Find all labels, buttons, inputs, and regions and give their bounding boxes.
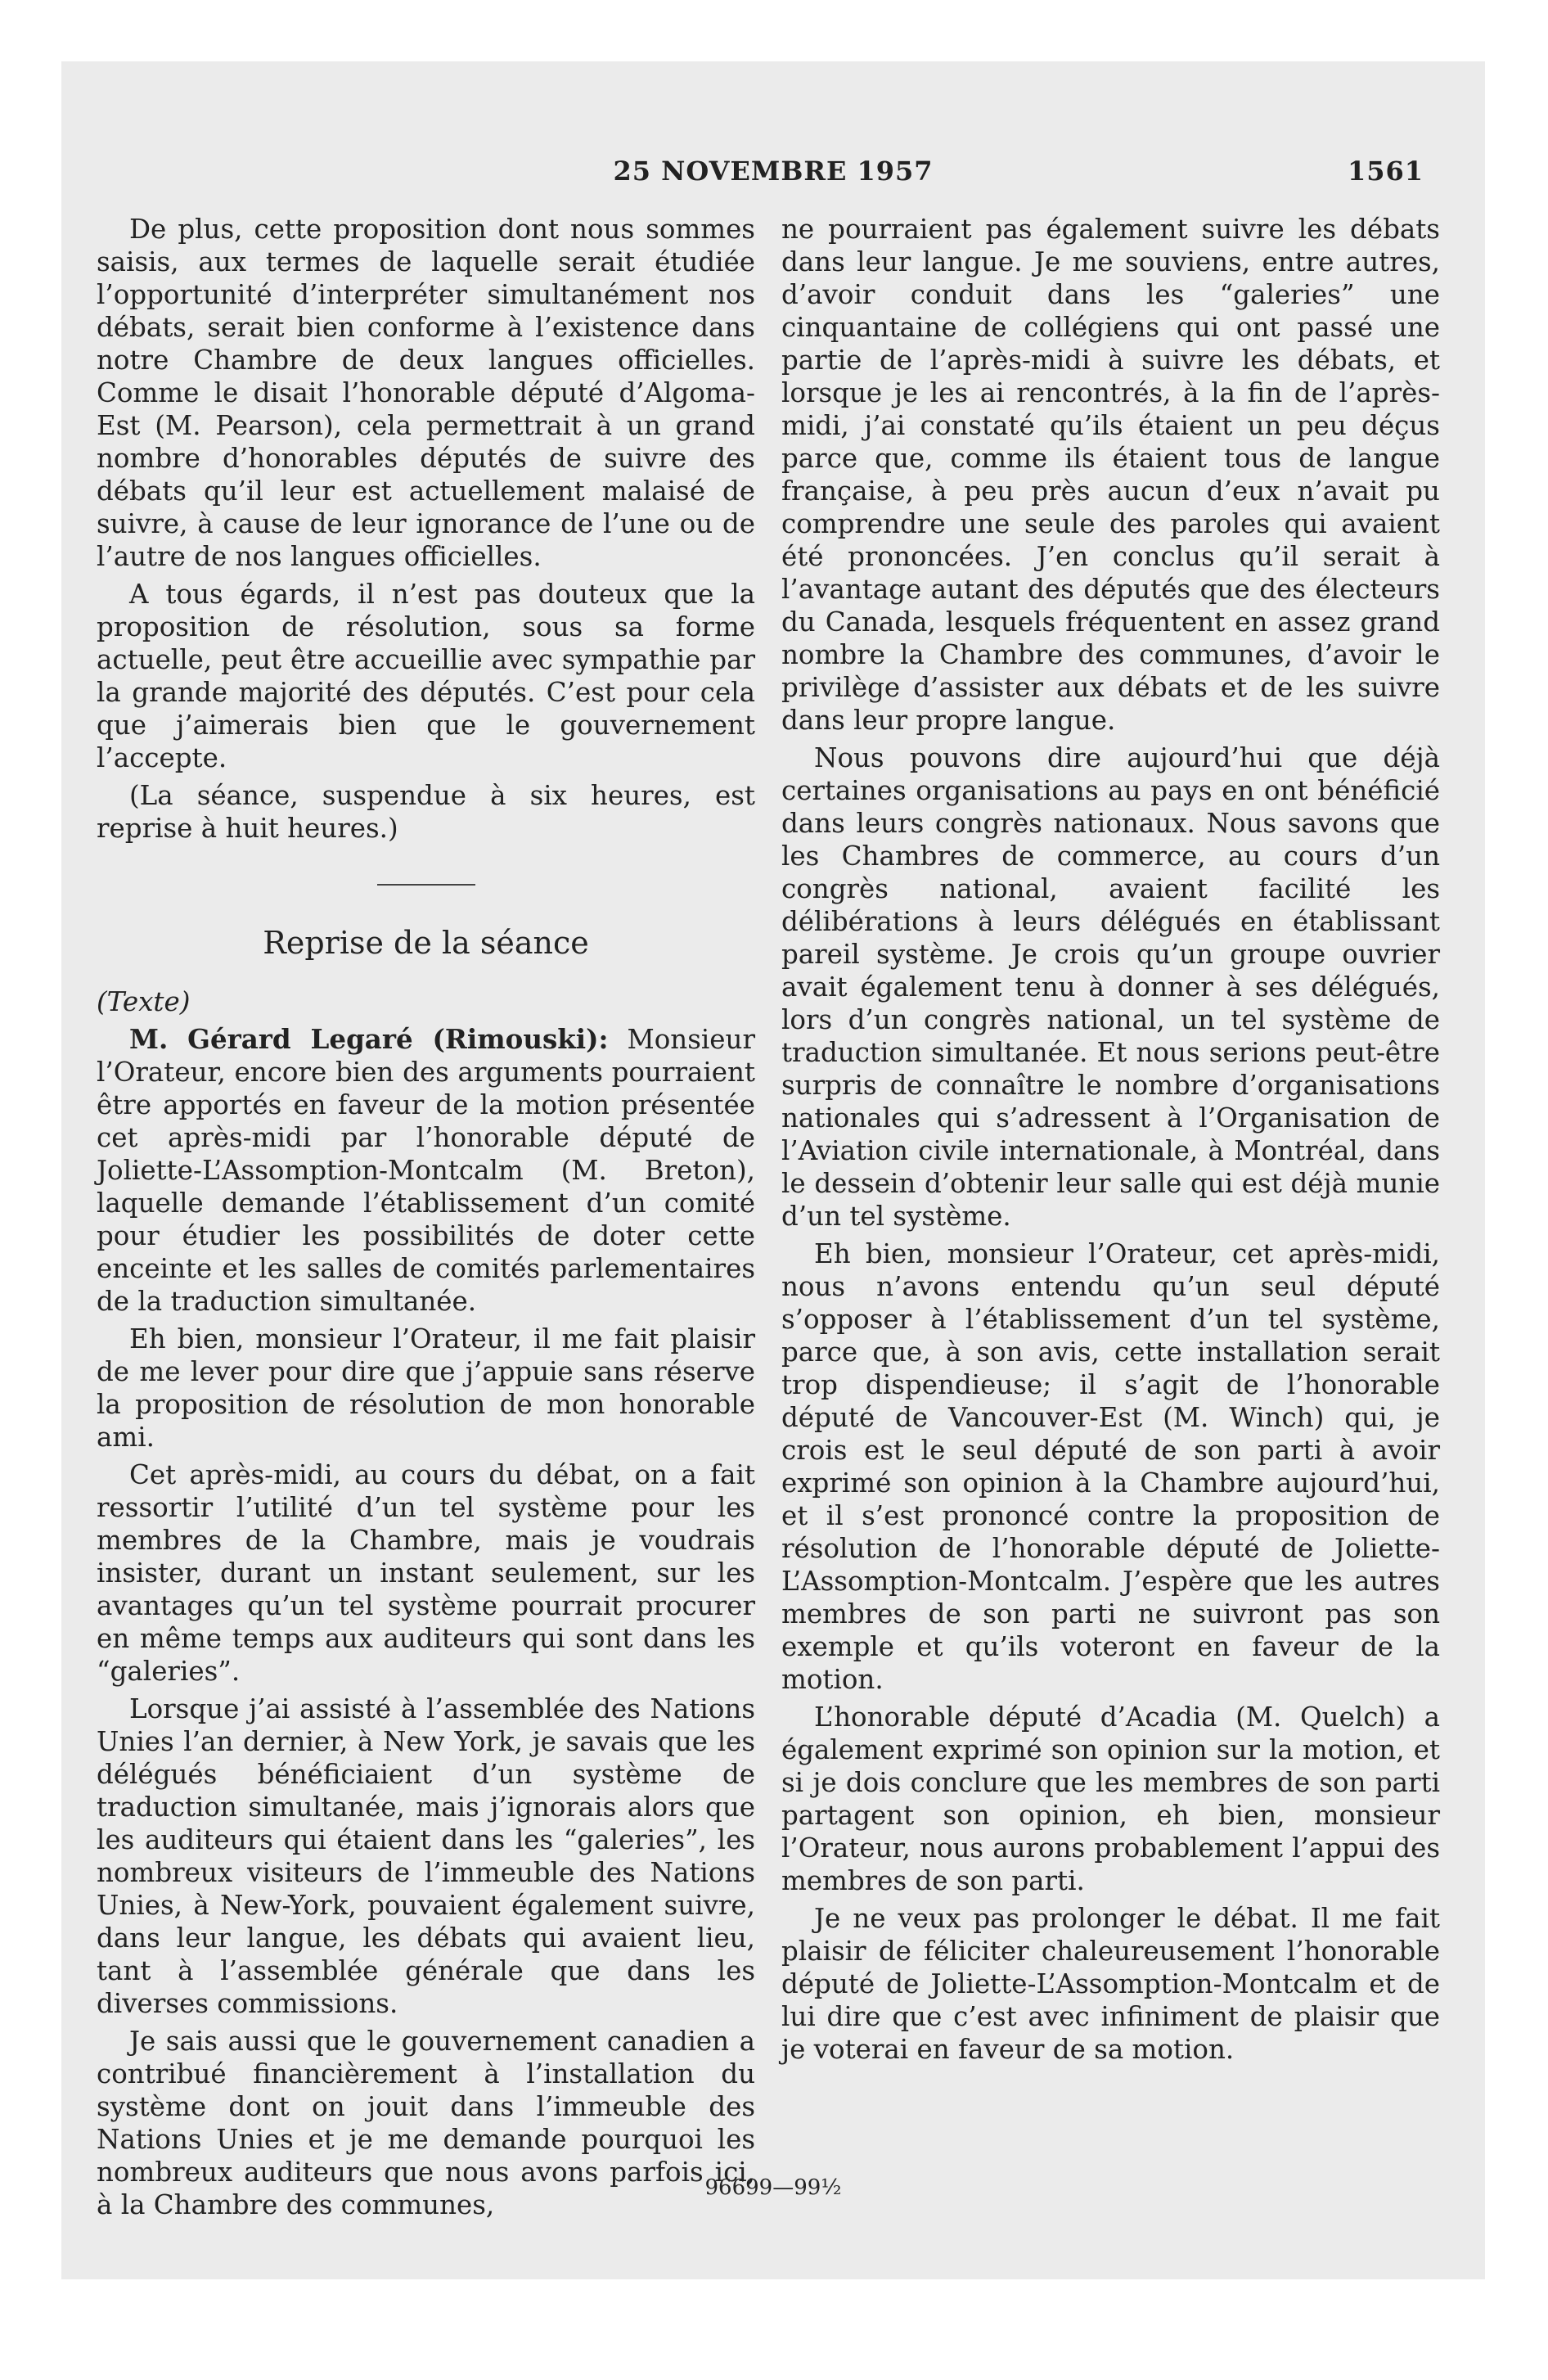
speech-text: Monsieur l’Orateur, encore bien des arguments pourraient être apportés en faveur de la motion présentée cet après-midi par l’honorable député de Joliette-L’Assomption-Montcalm (M. Breton), laquelle demande l’établissement d’un comité pour étudier les possibilités de doter cette enceinte et les salles de comités parlementaires de la traduction simultanée. — [97, 1024, 755, 1317]
paragraph: Eh bien, monsieur l’Orateur, il me fait plaisir de me lever pour dire que j’appuie sans réserve la proposition de résolution de mon honorable ami. — [97, 1323, 755, 1453]
section-title: Reprise de la séance — [263, 925, 589, 961]
paragraph: Je sais aussi que le gouvernement canadien a contribué financièrement à l’installation du système dont on jouit dans l’immeuble des Nations Unies et je me demande pourquoi les nombreux auditeurs que nous avons parfois ici, à la Chambre des communes, — [97, 2026, 755, 2220]
speaker-name: M. Gérard Legaré (Rimouski): — [129, 1023, 609, 1055]
page-number: 1561 — [1347, 156, 1424, 187]
hansard-page — [61, 61, 1485, 2279]
texte-label: (Texte) — [97, 986, 191, 1017]
paragraph: Je ne veux pas prolonger le débat. Il me fait plaisir de féliciter chaleureusement l’honorable député de Joliette-L’Assomption-Montcalm et de lui dire que c’est avec infiniment de plaisir que je voterai en faveur de sa motion. — [781, 1903, 1440, 2065]
paragraph: ne pourraient pas également suivre les débats dans leur langue. Je me souviens, entre autres, d’avoir conduit dans les “galeries” une cinquantaine de collégiens qui ont passé une partie de l’après-midi à suivre les débats, et lorsque je les ai rencontrés, à la fin de l’après-midi, j’ai constaté qu’ils étaient un peu déçus parce que, comme ils étaient tous de langue française, à peu près aucun d’eux n’avait pu comprendre une seule des paroles qui avaient été prononcées. J’en conclus qu’il serait à l’avantage autant des députés que des électeurs du Canada, lesquels fréquentent en assez grand nombre la Chambre des communes, d’avoir le privilège d’assister aux débats et de les suivre dans leur propre langue. — [781, 214, 1440, 736]
print-code: 96699—99½ — [704, 2175, 842, 2200]
paragraph: De plus, cette proposition dont nous sommes saisis, aux termes de laquelle serait étudiée l’opportunité d’interpréter simultanément nos débats, serait bien conforme à l’existence dans notre Chambre de deux langues officielles. Comme le disait l’honorable député d’Algoma-Est (M. Pearson), cela permettrait à un grand nombre d’honorables députés de suivre des débats qu’il leur est actuellement malaisé de suivre, à cause de leur ignorance de l’une ou de l’autre de nos langues officielles. — [97, 214, 755, 572]
paragraph: A tous égards, il n’est pas douteux que la proposition de résolution, sous sa forme actuelle, peut être accueillie avec sympathie par la grande majorité des députés. C’est pour cela que j’aimerais bien que le gouvernement l’accepte. — [97, 579, 755, 773]
section-divider — [377, 884, 475, 886]
left-column — [97, 213, 755, 2226]
header-date: 25 NOVEMBRE 1957 — [613, 156, 934, 187]
paragraph: L’honorable député d’Acadia (M. Quelch) a également exprimé son opinion sur la motion, et si je dois conclure que les membres de son parti partagent son opinion, eh bien, monsieur l’Orateur, nous aurons probablement l’appui des membres de son parti. — [781, 1702, 1440, 1896]
speaker-paragraph — [97, 1023, 755, 1318]
right-column — [781, 213, 1440, 2071]
paragraph: Cet après-midi, au cours du débat, on a fait ressortir l’utilité d’un tel système pour les membres de la Chambre, mais je voudrais insister, durant un instant seulement, sur les avantages qu’un tel système pourrait procurer en même temps aux auditeurs qui sont dans les “galeries”. — [97, 1459, 755, 1687]
paragraph: Lorsque j’ai assisté à l’assemblée des Nations Unies l’an dernier, à New York, je savais que les délégués bénéficiaient d’un système de traduction simultanée, mais j’ignorais alors que les auditeurs qui étaient dans les “galeries”, les nombreux visiteurs de l’immeuble des Nations Unies, à New-York, pouvaient également suivre, dans leur langue, les débats qui avaient lieu, tant à l’assemblée générale que dans les diverses commissions. — [97, 1693, 755, 2019]
paragraph: Eh bien, monsieur l’Orateur, cet après-midi, nous n’avons entendu qu’un seul député s’opposer à l’établissement d’un tel système, parce que, à son avis, cette installation serait trop dispendieuse; il s’agit de l’honorable député de Vancouver-Est (M. Winch) qui, je crois est le seul député de son parti à avoir exprimé son opinion à la Chambre aujourd’hui, et il s’est prononcé contre la proposition de résolution de l’honorable député de Joliette-L’Assomption-Montcalm. J’espère que les autres membres de son parti ne suivront pas son exemple et qu’ils voteront en faveur de la motion. — [781, 1238, 1440, 1695]
paragraph: Nous pouvons dire aujourd’hui que déjà certaines organisations au pays en ont bénéficié dans leurs congrès nationaux. Nous savons que les Chambres de commerce, au cours d’un congrès national, avaient facilité les délibérations à leurs délégués en établissant pareil système. Je crois qu’un groupe ouvrier avait également tenu à donner à ses délégués, lors d’un congrès national, un tel système de traduction simultanée. Et nous serions peut-être surpris de connaître le nombre d’organisations nationales qui s’adressent à l’Organisation de l’Aviation civile internationale, à Montréal, dans le dessein d’obtenir leur salle qui est déjà munie d’un tel système. — [781, 742, 1440, 1232]
session-note: (La séance, suspendue à six heures, est reprise à huit heures.) — [97, 780, 755, 844]
